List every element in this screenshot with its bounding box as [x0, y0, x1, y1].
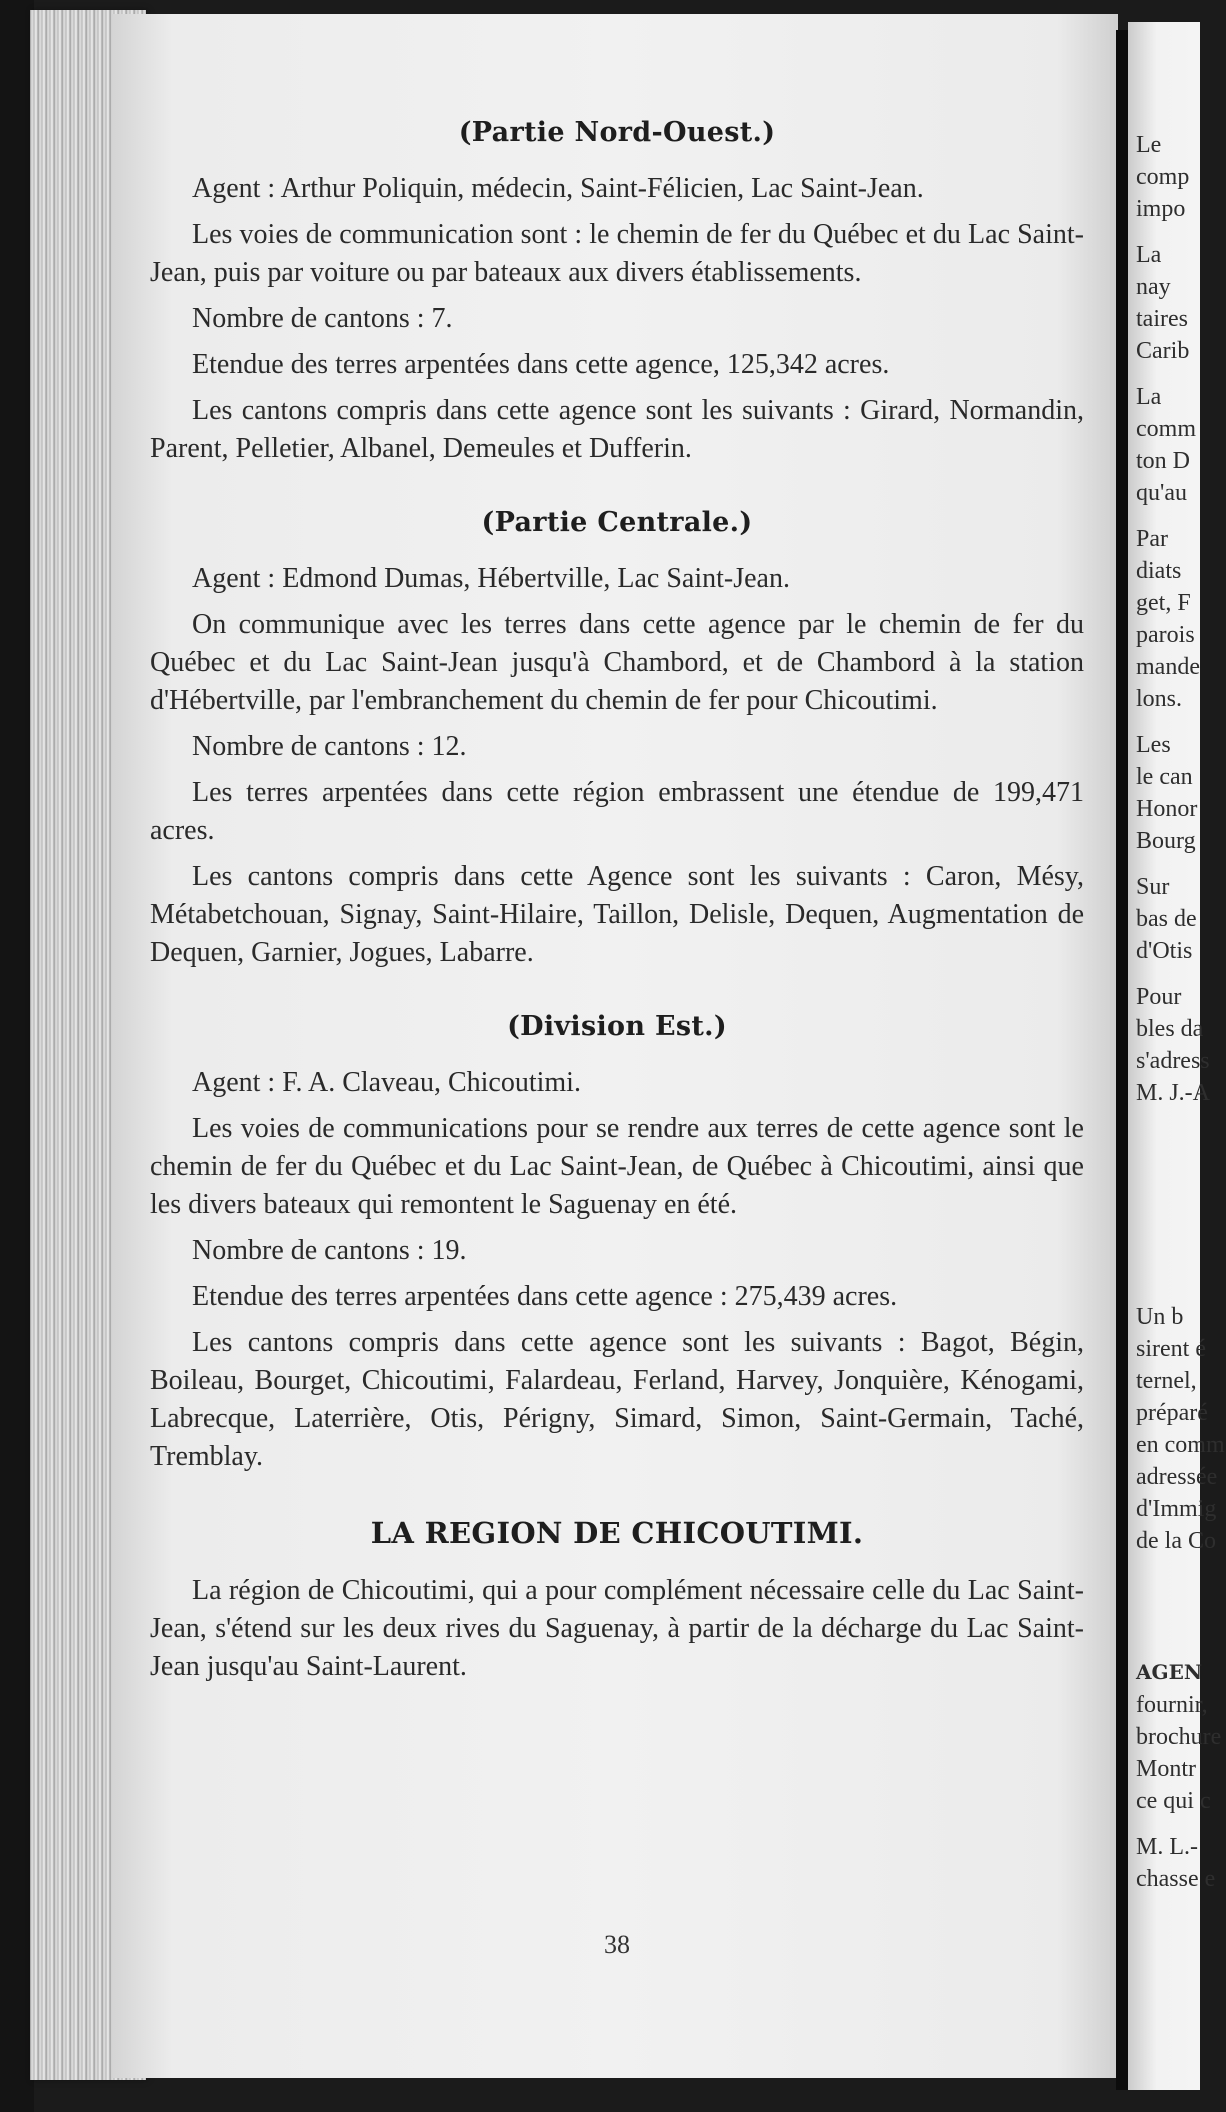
- right-line: Sur: [1136, 874, 1170, 900]
- right-line: le can: [1136, 764, 1193, 790]
- paragraph: Les cantons compris dans cette Agence sont les suivants : Caron, Mésy, Métabetchouan, Signay, Saint-Hilaire, Taillon, Delisle, Dequen, Augmentation de Dequen, Garnier, Jogues, Labarre.: [150, 861, 1084, 968]
- right-line: impo: [1136, 196, 1186, 222]
- page-content: [150, 108, 1084, 1724]
- paragraph: Les cantons compris dans cette agence sont les suivants : Bagot, Bégin, Boileau, Bourget, Chicoutimi, Falardeau, Ferland, Harvey, Jonquière, Kénogami, Labrecque, Laterrière, Otis, Périgny, Simard, Simon, Saint-Germain, Taché, Tremblay.: [150, 1327, 1084, 1472]
- paragraph: Nombre de cantons : 19.: [192, 1235, 467, 1266]
- right-line: Les: [1136, 732, 1171, 758]
- right-page-edge: [1128, 22, 1225, 2090]
- right-line: d'Otis: [1136, 938, 1193, 964]
- paragraph: Nombre de cantons : 12.: [192, 731, 467, 762]
- right-line: fournir,: [1136, 1692, 1208, 1718]
- right-line: s'adress: [1136, 1048, 1210, 1074]
- right-line: comp: [1136, 164, 1190, 190]
- right-line: La: [1136, 384, 1162, 410]
- right-line: La: [1136, 242, 1162, 268]
- paragraph: Etendue des terres arpentées dans cette agence, 125,342 acres.: [192, 349, 890, 380]
- paragraph: Les voies de communication sont : le chemin de fer du Québec et du Lac Saint-Jean, puis par voiture ou par bateaux aux divers établissements.: [150, 219, 1084, 288]
- book-gutter: [1116, 30, 1128, 2090]
- section-heading: (Partie Nord-Ouest.): [458, 117, 776, 148]
- paragraph: Les voies de communications pour se rendre aux terres de cette agence sont le chemin de fer du Québec et du Lac Saint-Jean, de Québec à Chicoutimi, ainsi que les divers bateaux qui remontent le Saguenay en été.: [150, 1113, 1084, 1220]
- paragraph: Les cantons compris dans cette agence sont les suivants : Girard, Normandin, Parent, Pelletier, Albanel, Demeules et Dufferin.: [150, 395, 1084, 464]
- right-line: sirent é: [1136, 1336, 1206, 1362]
- right-line: Carib: [1136, 338, 1190, 364]
- right-line: ternel,: [1136, 1368, 1197, 1394]
- right-line: nay: [1136, 274, 1171, 300]
- right-line: AGEN: [1136, 1660, 1203, 1684]
- right-line: de la Co: [1136, 1528, 1216, 1554]
- right-line: parois: [1136, 622, 1195, 648]
- right-line: Bourg: [1136, 828, 1196, 854]
- right-line: ton D: [1136, 448, 1190, 474]
- paragraph: Les terres arpentées dans cette région embrassent une étendue de 199,471 acres.: [150, 777, 1084, 846]
- region-heading: LA REGION DE CHICOUTIMI.: [370, 1516, 864, 1550]
- section-heading: (Partie Centrale.): [481, 507, 753, 538]
- section-heading: (Division Est.): [507, 1011, 727, 1042]
- paragraph: Agent : F. A. Claveau, Chicoutimi.: [192, 1067, 581, 1098]
- right-line: Montr: [1136, 1756, 1196, 1782]
- right-line: M. J.-A: [1136, 1080, 1211, 1106]
- right-line: Pour: [1136, 984, 1182, 1010]
- right-line: Un b: [1136, 1304, 1184, 1330]
- right-line: M. L.-: [1136, 1834, 1198, 1860]
- paragraph: Agent : Edmond Dumas, Hébertville, Lac Saint-Jean.: [192, 563, 790, 594]
- right-line: préparé: [1136, 1400, 1208, 1426]
- page-number: 38: [604, 1930, 630, 1959]
- section-nord-ouest: [150, 116, 1084, 468]
- right-line: Le: [1136, 132, 1162, 158]
- right-line: mande: [1136, 654, 1200, 680]
- right-line: chasse e: [1136, 1866, 1216, 1892]
- paragraph: Agent : Arthur Poliquin, médecin, Saint-Félicien, Lac Saint-Jean.: [192, 173, 924, 204]
- paragraph: Nombre de cantons : 7.: [192, 303, 453, 334]
- paragraph: Etendue des terres arpentées dans cette agence : 275,439 acres.: [192, 1281, 898, 1312]
- right-line: bas de: [1136, 906, 1197, 932]
- right-line: bles da: [1136, 1016, 1204, 1042]
- section-centrale: [150, 506, 1084, 972]
- right-line: en comm: [1136, 1432, 1225, 1458]
- right-line: Par: [1136, 526, 1168, 552]
- right-line: lons.: [1136, 686, 1183, 712]
- right-line: get, F: [1136, 590, 1191, 616]
- right-line: qu'au: [1136, 480, 1187, 506]
- book-spine: [0, 0, 34, 2112]
- paragraph: On communique avec les terres dans cette agence par le chemin de fer du Québec et du Lac Saint-Jean jusqu'à Chambord, et de Chambord à la station d'Hébertville, par l'embranchement du chemin de fer pour Chicoutimi.: [150, 609, 1084, 716]
- right-line: taires: [1136, 306, 1188, 332]
- right-line: diats: [1136, 558, 1182, 584]
- section-region-chicoutimi: [150, 1516, 1084, 1686]
- right-line: brochure: [1136, 1724, 1222, 1750]
- section-division-est: [150, 1010, 1084, 1476]
- right-line: adressée: [1136, 1464, 1218, 1490]
- right-line: ce qui c: [1136, 1788, 1211, 1814]
- paragraph: La région de Chicoutimi, qui a pour complément nécessaire celle du Lac Saint-Jean, s'étend sur les deux rives du Saguenay, à partir de la décharge du Lac Saint-Jean jusqu'au Saint-Laurent.: [150, 1575, 1084, 1682]
- right-line: d'Immig: [1136, 1496, 1217, 1522]
- right-line: Honor: [1136, 796, 1198, 822]
- right-line: comm: [1136, 416, 1196, 442]
